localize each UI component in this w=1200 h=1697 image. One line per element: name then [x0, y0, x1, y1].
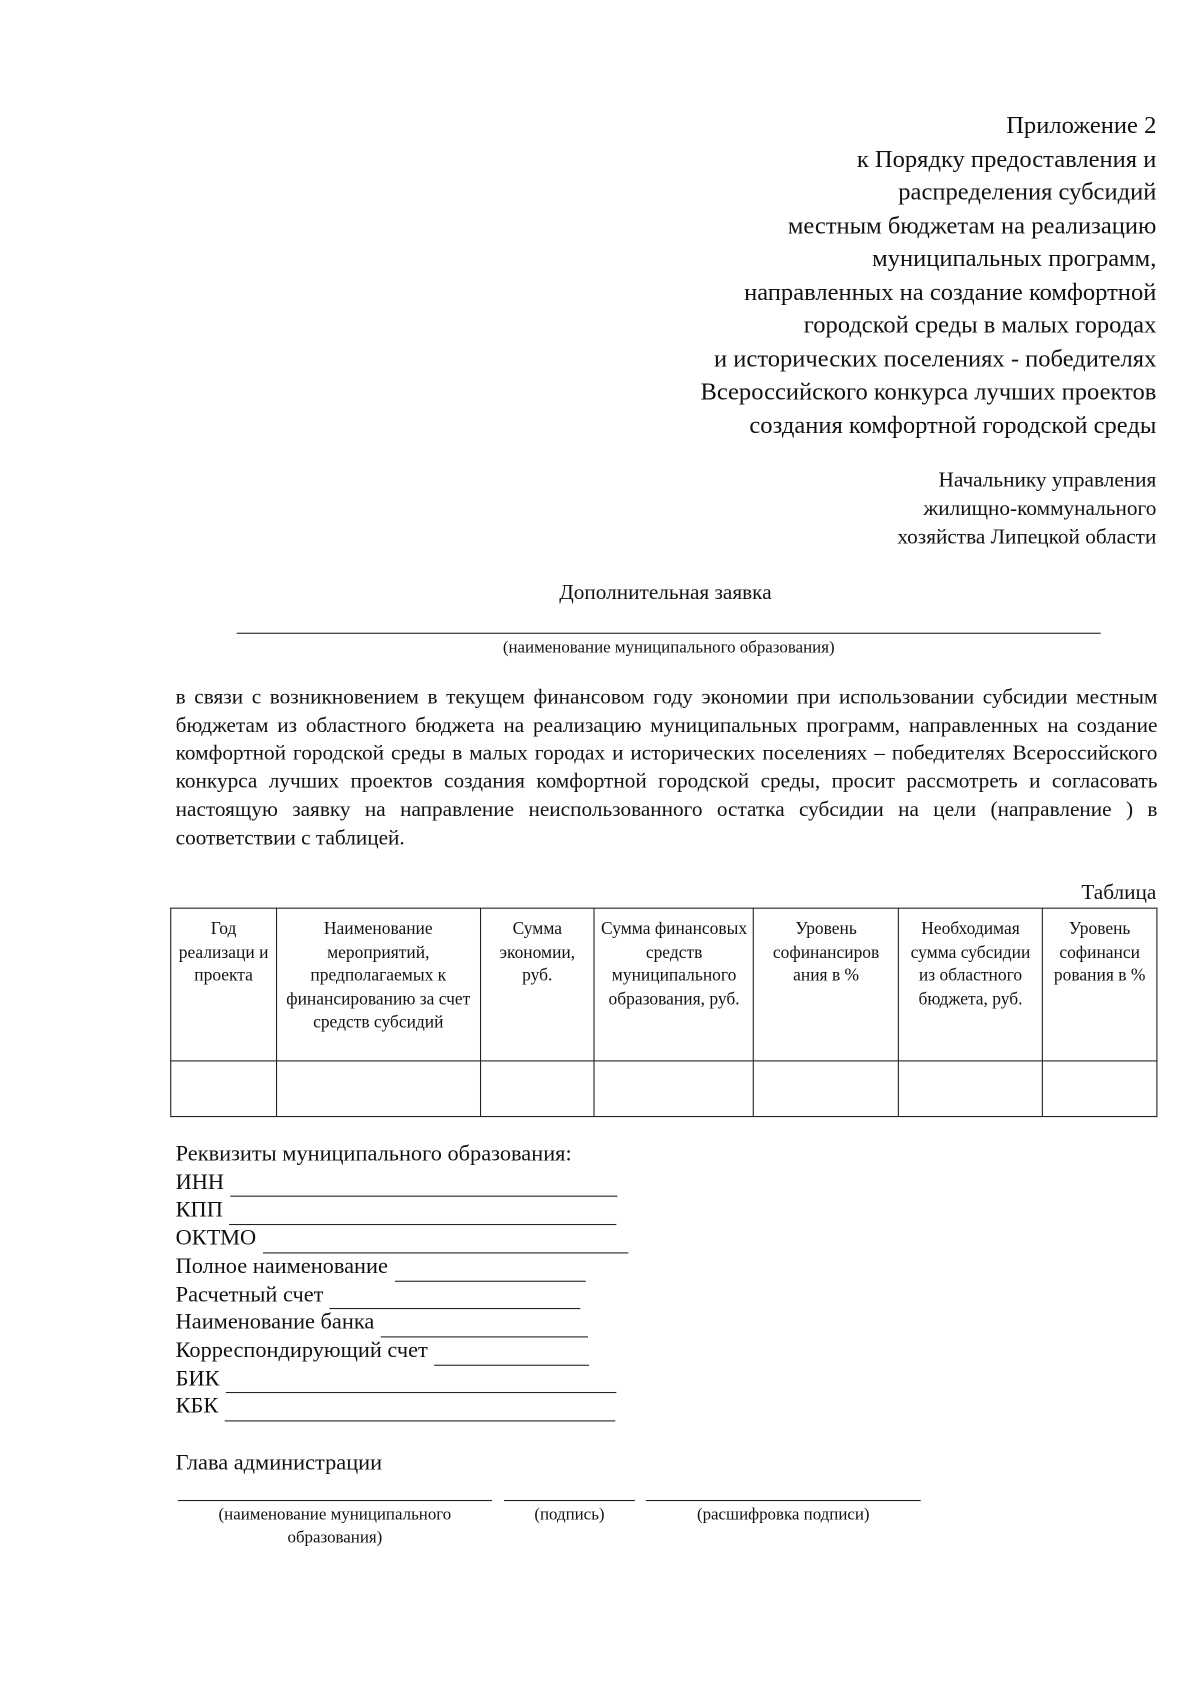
field-account: [176, 1281, 628, 1309]
appendix-line: к Порядку предоставления и: [856, 144, 1157, 172]
appendix-line: и исторических поселениях - победителях: [714, 344, 1157, 372]
table-cell[interactable]: [1042, 1061, 1156, 1117]
appendix-line: Приложение 2: [1006, 111, 1157, 139]
addressee: [897, 467, 1156, 552]
municipality-signature-line[interactable]: [178, 1500, 492, 1501]
appendix-line: городской среды в малых городах: [803, 310, 1157, 339]
header-cell: Наименование мероприятий, предполагаемых к финансированию за счет средств субсидий: [276, 908, 480, 1061]
field-inn: [176, 1169, 628, 1197]
field-bik: [176, 1365, 628, 1393]
field-kbk: [176, 1393, 628, 1421]
appendix-header: [700, 109, 1156, 442]
field-label: КПП: [175, 1198, 223, 1223]
appendix-line: создания комфортной городской среды: [749, 410, 1157, 438]
addressee-line: Начальнику управления: [938, 469, 1157, 492]
table-cell[interactable]: [899, 1061, 1043, 1117]
field-label: Наименование банка: [175, 1310, 375, 1335]
field-blank[interactable]: [229, 1204, 616, 1225]
table-row: [171, 1061, 1157, 1117]
field-blank[interactable]: [381, 1317, 588, 1338]
field-full-name: [176, 1253, 628, 1281]
header-cell: Уровень софинансиров ания в %: [754, 908, 899, 1061]
requisites-block: [176, 1141, 628, 1421]
table-cell[interactable]: [595, 1061, 754, 1117]
field-label: Расчетный счет: [175, 1282, 324, 1307]
table-cell[interactable]: [480, 1061, 594, 1117]
appendix-line: местным бюджетам на реализацию: [787, 211, 1157, 239]
field-label: Полное наименование: [175, 1254, 388, 1279]
signature-decoding-caption: (расшифровка подписи): [696, 1505, 870, 1524]
field-label: ОКТМО: [175, 1226, 257, 1251]
signature-decoding-line[interactable]: [646, 1500, 921, 1501]
field-label: БИК: [175, 1366, 220, 1391]
appendix-line: направленных на создание комфортной: [744, 277, 1157, 305]
table-cell[interactable]: [276, 1061, 480, 1117]
field-label: ИНН: [175, 1170, 225, 1195]
header-cell: Сумма экономии, руб.: [480, 908, 594, 1061]
addressee-line: хозяйства Липецкой области: [897, 525, 1157, 549]
document-title: Дополнительная заявка: [559, 581, 772, 605]
table-cell[interactable]: [171, 1061, 277, 1117]
field-blank[interactable]: [434, 1345, 589, 1366]
field-blank[interactable]: [226, 1373, 617, 1394]
head-of-administration-label: Глава администрации: [175, 1450, 383, 1475]
header-cell: Год реализаци и проекта: [171, 908, 277, 1061]
appendix-line: муниципальных программ,: [872, 244, 1157, 272]
field-blank[interactable]: [231, 1176, 618, 1197]
field-label: Корреспондирующий счет: [175, 1338, 428, 1363]
appendix-line: распределения субсидий: [898, 177, 1157, 206]
table-header-row: [171, 908, 1157, 1061]
field-blank[interactable]: [330, 1289, 581, 1310]
addressee-line: жилищно-коммунального: [923, 497, 1157, 521]
field-corr-account: [176, 1337, 628, 1365]
municipality-caption: (наименование муниципального образования): [502, 638, 835, 657]
signature-line[interactable]: [504, 1500, 635, 1501]
field-oktmo: [176, 1225, 628, 1253]
request-table: [170, 908, 1157, 1117]
field-blank[interactable]: [263, 1233, 628, 1254]
requisites-title: Реквизиты муниципального образования:: [175, 1142, 572, 1167]
field-label: КБК: [175, 1394, 219, 1419]
field-blank[interactable]: [394, 1261, 585, 1282]
header-cell: Сумма финансовых средств муниципального образования, руб.: [595, 908, 754, 1061]
signature-caption: (подпись): [534, 1505, 605, 1524]
table-caption: Таблица: [1081, 881, 1157, 905]
field-blank[interactable]: [225, 1401, 616, 1422]
request-paragraph: в связи с возникновением в текущем финансовом году экономии при использовании субсидии местным бюджетам из областного бюджета на реализацию муниципальных программ, направленных на создание комфортной городской среды в малых городах и исторических поселениях – победителях Всероссийского конкурса лучших проектов создания комфортной городской среды, просит рассмотреть и согласовать настоящую заявку на направление неиспользованного остатка субсидии на цели (направление ) в соответствии с таблицей.: [175, 686, 1158, 850]
municipality-blank-line: [237, 633, 1101, 634]
table-cell[interactable]: [754, 1061, 899, 1117]
header-cell: Уровень софинанси рования в %: [1042, 908, 1156, 1061]
header-cell: Необходимая сумма субсидии из областного бюджета, руб.: [899, 908, 1043, 1061]
appendix-line: Всероссийского конкурса лучших проектов: [700, 377, 1157, 405]
field-bank: [176, 1309, 628, 1337]
municipality-signature-caption: (наименование муниципального образования): [218, 1505, 452, 1547]
field-kpp: [176, 1197, 628, 1225]
